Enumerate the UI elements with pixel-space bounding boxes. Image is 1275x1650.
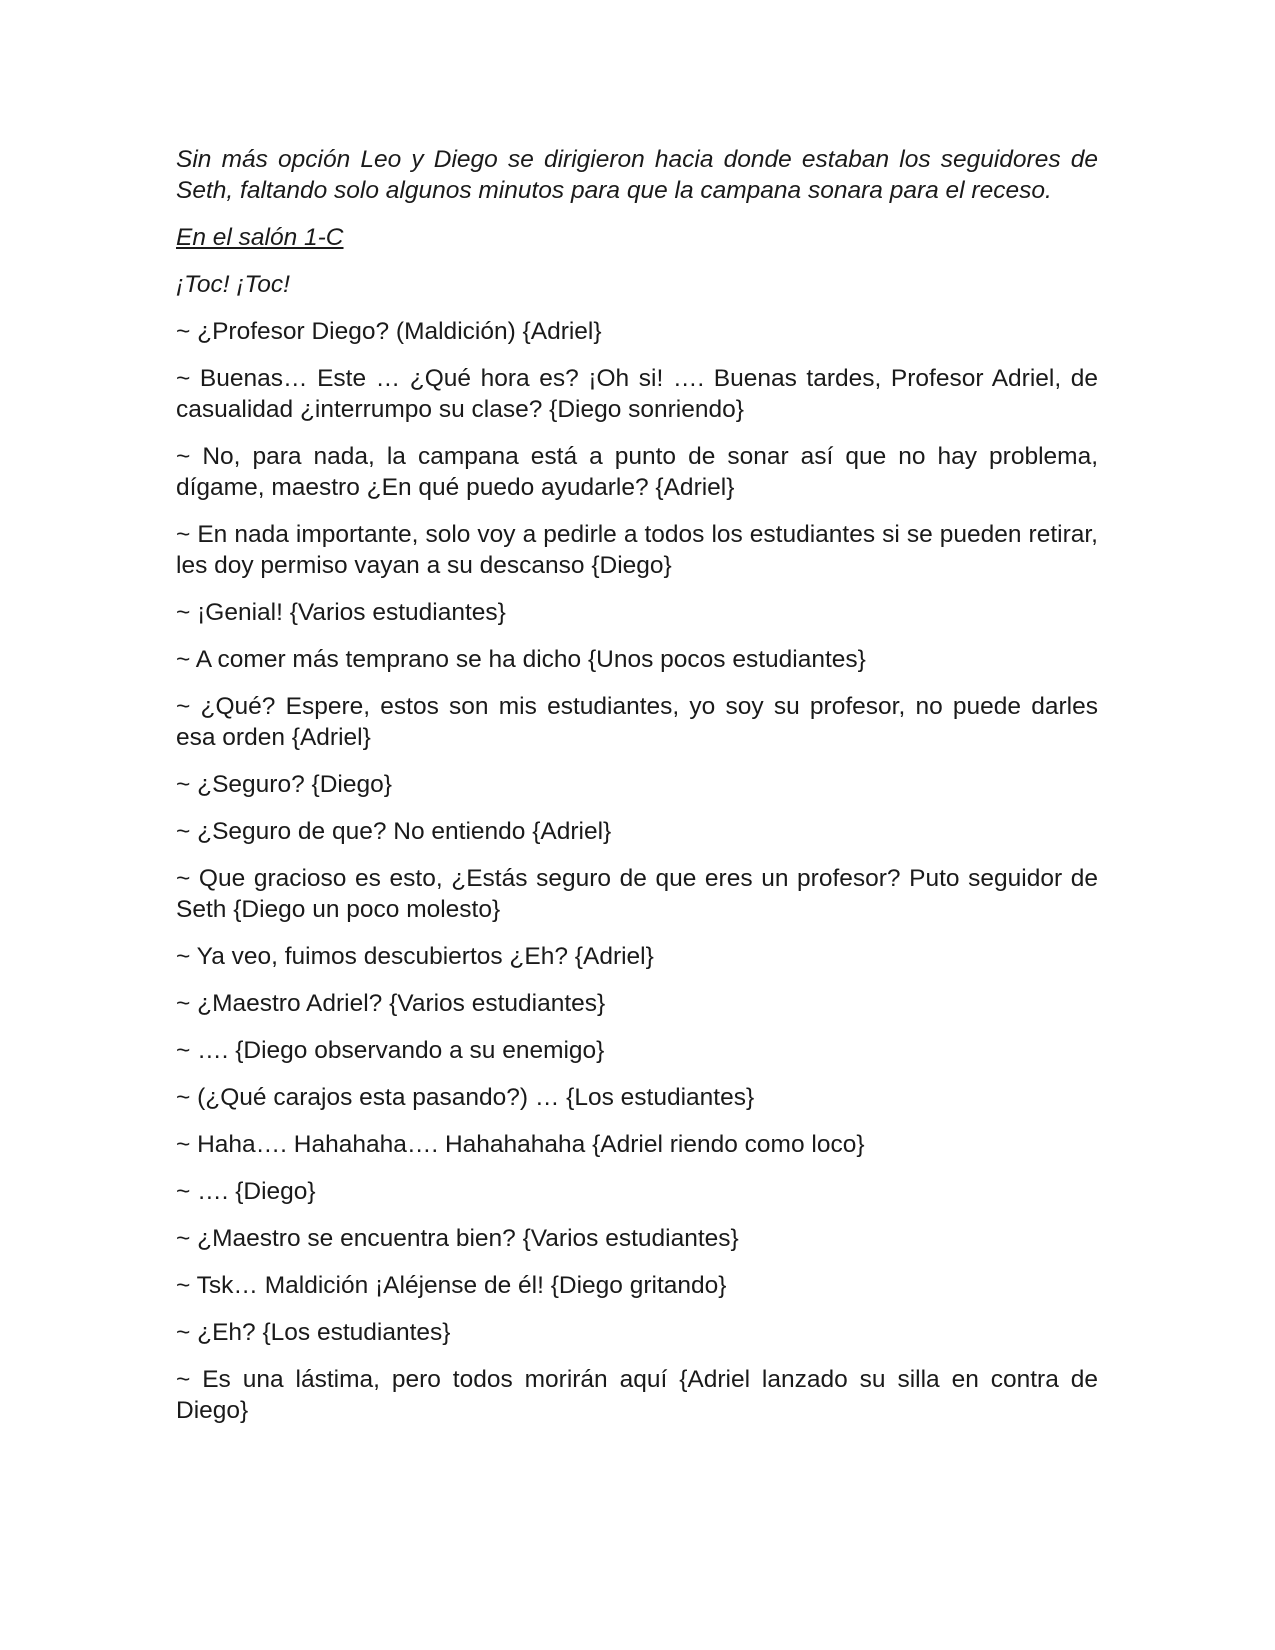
document-page (176, 144, 1098, 1442)
dialogue-line: ~ …. {Diego observando a su enemigo} (176, 1037, 605, 1064)
dialogue-line: ~ En nada importante, solo voy a pedirle a todos los estudiantes si se pueden retirar, les doy permiso vayan a su descanso {Diego} (176, 521, 1098, 579)
dialogue-line: ~ ¿Maestro Adriel? {Varios estudiantes} (176, 990, 606, 1017)
dialogue-line: ~ ¿Profesor Diego? (Maldición) {Adriel} (176, 318, 602, 345)
knock-line: ¡Toc! ¡Toc! (176, 271, 290, 298)
dialogue-line: ~ ¡Genial! {Varios estudiantes} (176, 599, 506, 626)
dialogue-line: ~ (¿Qué carajos esta pasando?) … {Los estudiantes} (176, 1084, 755, 1111)
dialogue-line: ~ Que gracioso es esto, ¿Estás seguro de que eres un profesor? Puto seguidor de Seth {Diego un poco molesto} (176, 865, 1098, 923)
dialogue-line: ~ Es una lástima, pero todos morirán aquí {Adriel lanzado su silla en contra de Diego} (176, 1366, 1098, 1424)
dialogue-line: ~ ¿Seguro? {Diego} (176, 771, 392, 798)
dialogue-line: ~ No, para nada, la campana está a punto de sonar así que no hay problema, dígame, maestro ¿En qué puedo ayudarle? {Adriel} (176, 443, 1098, 501)
dialogue-line: ~ Tsk… Maldición ¡Aléjense de él! {Diego gritando} (176, 1272, 727, 1299)
dialogue-line: ~ Haha…. Hahahaha…. Hahahahaha {Adriel riendo como loco} (176, 1131, 865, 1158)
dialogue-line: ~ …. {Diego} (176, 1178, 316, 1205)
dialogue-line: ~ A comer más temprano se ha dicho {Unos pocos estudiantes} (176, 646, 866, 673)
intro-paragraph: Sin más opción Leo y Diego se dirigieron hacia donde estaban los seguidores de Seth, faltando solo algunos minutos para que la campana sonara para el receso. (176, 146, 1098, 204)
dialogue-line: ~ ¿Eh? {Los estudiantes} (176, 1319, 451, 1346)
dialogue-line: ~ ¿Qué? Espere, estos son mis estudiantes, yo soy su profesor, no puede darles esa orden {Adriel} (176, 693, 1098, 751)
dialogue-line: ~ Ya veo, fuimos descubiertos ¿Eh? {Adriel} (176, 943, 654, 970)
dialogue-line: ~ ¿Seguro de que? No entiendo {Adriel} (176, 818, 612, 845)
scene-heading-text: En el salón 1-C (176, 224, 344, 251)
dialogue-line: ~ Buenas… Este … ¿Qué hora es? ¡Oh si! …. Buenas tardes, Profesor Adriel, de casualidad ¿interrumpo su clase? {Diego sonriendo} (176, 365, 1098, 423)
dialogue-line: ~ ¿Maestro se encuentra bien? {Varios estudiantes} (176, 1225, 739, 1252)
scene-heading (176, 222, 1098, 253)
